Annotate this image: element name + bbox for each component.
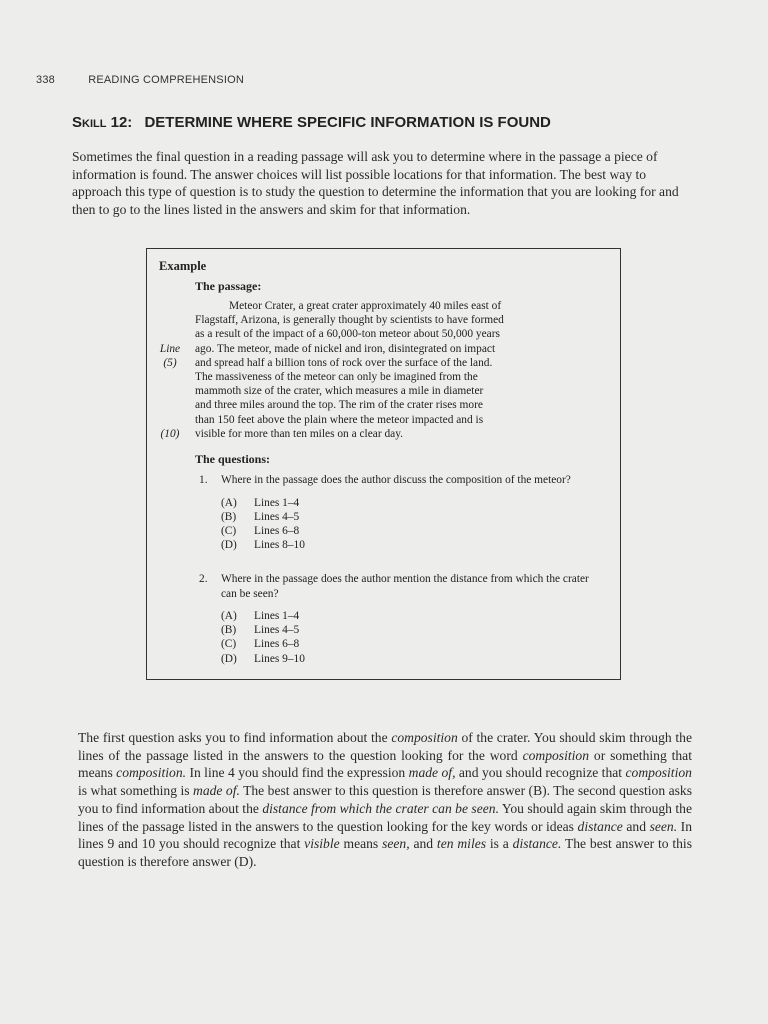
answer-choices xyxy=(195,496,605,553)
emphasis-run: composition. xyxy=(116,765,187,781)
choice-letter: (C) xyxy=(221,638,237,651)
emphasis-run: made of. xyxy=(193,783,240,799)
passage-line-text: mammoth size of the crater, which measures a mile in diameter xyxy=(195,385,484,398)
choice-text: Lines 9–10 xyxy=(254,652,305,665)
skill-heading xyxy=(72,114,551,131)
passage-line xyxy=(195,398,605,412)
emphasis-run: composition xyxy=(522,747,590,763)
emphasis-run: visible xyxy=(304,836,340,852)
answer-choice xyxy=(221,496,605,510)
text-run: means xyxy=(339,836,383,852)
line-marker: (5) xyxy=(163,356,177,369)
emphasis-run: distance. xyxy=(512,836,562,852)
text-run: You should again skim through the lines of the passage listed in the answers to the question looking for the key words or ideas xyxy=(78,800,692,834)
answer-choice xyxy=(221,510,605,524)
passage-line xyxy=(159,342,605,356)
passage-line xyxy=(195,384,605,398)
passage-line-text: and three miles around the top. The rim of the crater rises more xyxy=(195,399,483,412)
intro-paragraph: Sometimes the final question in a reading passage will ask you to determine where in the passage a piece of information is found. The answer choices will list possible locations for that information. The best way to approach this type of question is to study the question to determine the information that you are looking for and then to go to the lines listed in the answers and skim for that information. xyxy=(72,149,679,217)
emphasis-run: distance from which the crater can be seen. xyxy=(262,800,499,816)
choice-text: Lines 6–8 xyxy=(254,524,300,537)
example-box xyxy=(146,248,621,680)
passage-line xyxy=(195,313,605,327)
page-number: 338 xyxy=(36,74,55,86)
question-number: 1. xyxy=(199,474,208,486)
question-number: 2. xyxy=(199,573,208,585)
choice-letter: (C) xyxy=(221,524,237,537)
answer-choice xyxy=(221,524,605,538)
choice-text: Lines 1–4 xyxy=(254,610,300,622)
question-text xyxy=(195,473,591,488)
answer-choice xyxy=(221,609,605,623)
answer-choice xyxy=(221,652,605,666)
text-run: In line 4 you should find the expression xyxy=(186,765,409,781)
emphasis-run: seen. xyxy=(649,818,678,834)
text-run: is a xyxy=(486,836,513,852)
emphasis-run: distance xyxy=(577,818,623,834)
explanation-paragraph xyxy=(78,729,692,871)
choice-letter: (D) xyxy=(221,539,237,552)
question-prompt: Where in the passage does the author discuss the composition of the meteor? xyxy=(221,474,571,486)
question-prompt: Where in the passage does the author mention the distance from which the crater can be seen? xyxy=(221,573,589,600)
passage-line-text: as a result of the impact of a 60,000-ton meteor about 50,000 years xyxy=(195,328,500,341)
text-run: In lines 9 and 10 you should recognize that xyxy=(78,818,692,852)
question-2 xyxy=(195,572,605,666)
text-run: of the crater. You should skim through the lines of the passage listed in the answers to the question looking for the word xyxy=(78,730,692,763)
emphasis-run: composition xyxy=(625,765,692,781)
passage-line-text: and spread half a billion tons of rock over the surface of the land. xyxy=(195,356,493,369)
choice-text: Lines 1–4 xyxy=(254,496,300,509)
answer-choice xyxy=(221,637,605,651)
text-run: or something that means xyxy=(78,747,692,781)
answer-choice xyxy=(221,538,605,552)
skill-title: DETERMINE WHERE SPECIFIC INFORMATION IS FOUND xyxy=(144,114,551,131)
answer-choices xyxy=(195,609,605,666)
passage-line xyxy=(195,413,605,427)
choice-text: Lines 4–5 xyxy=(254,510,300,523)
choice-text: Lines 4–5 xyxy=(254,624,300,637)
text-run: and xyxy=(622,818,650,834)
choice-letter: (A) xyxy=(221,610,237,622)
passage-line xyxy=(195,327,605,341)
passage xyxy=(159,299,605,441)
passage-line xyxy=(195,370,605,384)
text-run: The best answer to this question is therefore answer (B). The second question asks you to find information about the xyxy=(78,783,692,816)
passage-line-text: Flagstaff, Arizona, is generally thought by scientists to have formed xyxy=(195,314,504,327)
line-marker: Line xyxy=(159,342,181,355)
emphasis-run: composition xyxy=(391,730,458,745)
text-run: and you should recognize that xyxy=(455,765,626,781)
section-title: READING COMPREHENSION xyxy=(88,74,244,86)
questions-label: The questions: xyxy=(195,452,271,466)
choice-letter: (B) xyxy=(221,624,237,637)
passage-label: The passage: xyxy=(195,279,262,293)
emphasis-run: ten miles xyxy=(436,836,487,852)
passage-line xyxy=(160,427,605,441)
choice-letter: (A) xyxy=(221,496,237,509)
choice-letter: (B) xyxy=(221,510,237,523)
passage-line-text: The massiveness of the meteor can only be imagined from the xyxy=(195,370,478,383)
skill-label: Skill 12: xyxy=(72,114,133,131)
passage-line-text: ago. The meteor, made of nickel and iron, disintegrated on impact xyxy=(195,342,496,355)
passage-line xyxy=(163,356,605,370)
question-1 xyxy=(195,473,605,552)
text-run: The best answer to this question is therefore answer (D). xyxy=(78,836,692,869)
emphasis-run: seen, xyxy=(382,836,410,852)
emphasis-run: made of, xyxy=(408,765,456,781)
passage-line-text: than 150 feet above the plain where the meteor impacted and is xyxy=(195,413,484,426)
choice-letter: (D) xyxy=(221,652,237,665)
choice-text: Lines 8–10 xyxy=(254,539,305,552)
passage-line xyxy=(195,299,605,313)
question-text xyxy=(195,572,591,601)
passage-line-text: visible for more than ten miles on a clear day. xyxy=(195,427,404,440)
choice-text: Lines 6–8 xyxy=(254,638,300,651)
text-run: is what something is xyxy=(78,783,193,799)
passage-line-text: Meteor Crater, a great crater approximately 40 miles east of xyxy=(229,300,502,312)
page-header xyxy=(36,74,244,86)
text-run: The first question asks you to find information about the xyxy=(78,730,392,745)
example-title: Example xyxy=(159,259,207,273)
text-run: and xyxy=(409,836,437,852)
answer-choice xyxy=(221,623,605,637)
line-marker: (10) xyxy=(160,427,180,440)
